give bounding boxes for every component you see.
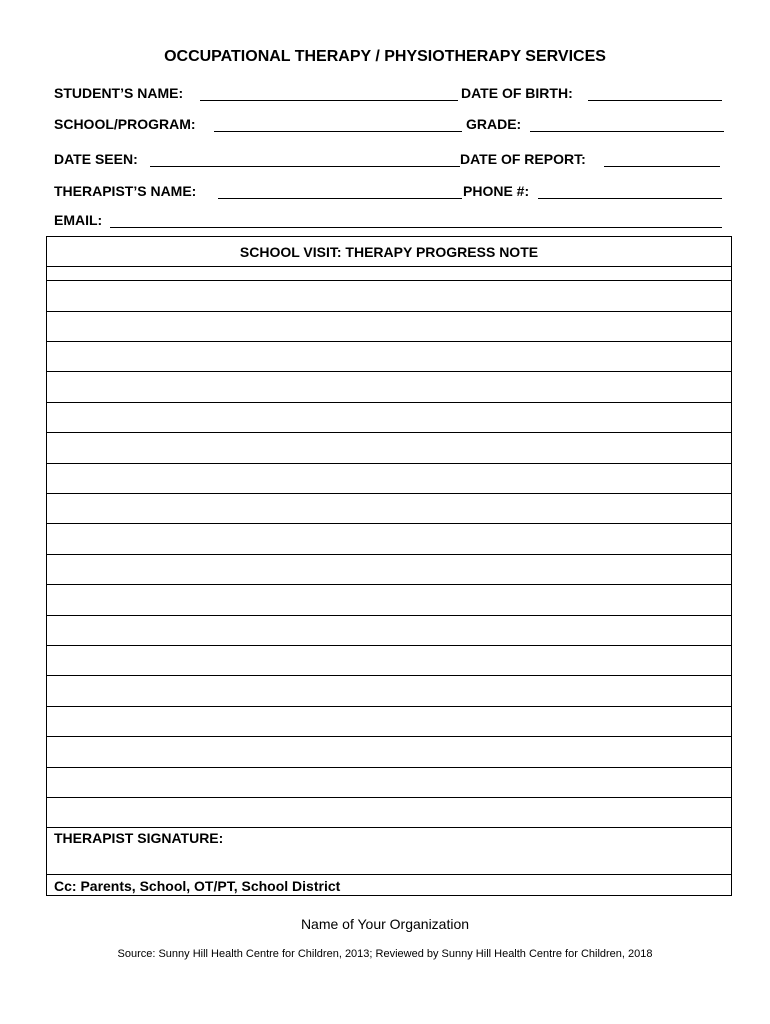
date-seen-label: DATE SEEN: [54,151,138,167]
row-therapist-phone [54,182,724,202]
therapist-signature-label: THERAPIST SIGNATURE: [54,830,224,846]
phone-label: PHONE #: [463,183,530,199]
school-program-label: SCHOOL/PROGRAM: [54,116,196,132]
progress-note-table [46,236,732,896]
note-line[interactable] [47,523,731,524]
email-field[interactable] [110,227,722,228]
note-line[interactable] [47,432,731,433]
form-title: OCCUPATIONAL THERAPY / PHYSIOTHERAPY SERVICES [164,48,606,65]
therapist-name-field[interactable] [218,198,462,199]
row-student-dob [54,84,724,104]
note-line[interactable] [47,402,731,403]
date-of-birth-label: DATE OF BIRTH: [461,85,573,101]
phone-field[interactable] [538,198,722,199]
therapist-name-label: THERAPIST’S NAME: [54,183,197,199]
note-line[interactable] [47,311,731,312]
row-email [54,211,724,231]
row-school-grade [54,115,724,135]
grade-field[interactable] [530,131,724,132]
note-line[interactable] [47,341,731,342]
student-name-label: STUDENT’S NAME: [54,85,184,101]
email-label: EMAIL: [54,212,103,228]
note-line[interactable] [47,584,731,585]
note-line[interactable] [47,767,731,768]
note-line[interactable] [47,827,731,828]
table-rule [47,874,731,875]
source-note: Source: Sunny Hill Health Centre for Children, 2013; Reviewed by Sunny Hill Health Centre for Children, 2018 [117,948,653,960]
progress-note-heading: SCHOOL VISIT: THERAPY PROGRESS NOTE [239,244,539,260]
note-line[interactable] [47,706,731,707]
school-program-field[interactable] [214,131,462,132]
note-line[interactable] [47,615,731,616]
table-rule [47,280,731,281]
note-line[interactable] [47,736,731,737]
cc-label: Cc: Parents, School, OT/PT, School District [54,878,341,894]
note-line[interactable] [47,797,731,798]
note-line[interactable] [47,645,731,646]
note-line[interactable] [47,554,731,555]
note-line[interactable] [47,675,731,676]
date-of-birth-field[interactable] [588,100,722,101]
grade-label: GRADE: [466,116,522,132]
row-date-seen-report [54,150,724,170]
table-rule [47,266,731,267]
date-seen-field[interactable] [150,166,460,167]
date-of-report-label: DATE OF REPORT: [460,151,586,167]
student-name-field[interactable] [200,100,458,101]
date-of-report-field[interactable] [604,166,720,167]
organization-name: Name of Your Organization [300,916,470,932]
note-line[interactable] [47,463,731,464]
note-line[interactable] [47,371,731,372]
note-line[interactable] [47,493,731,494]
